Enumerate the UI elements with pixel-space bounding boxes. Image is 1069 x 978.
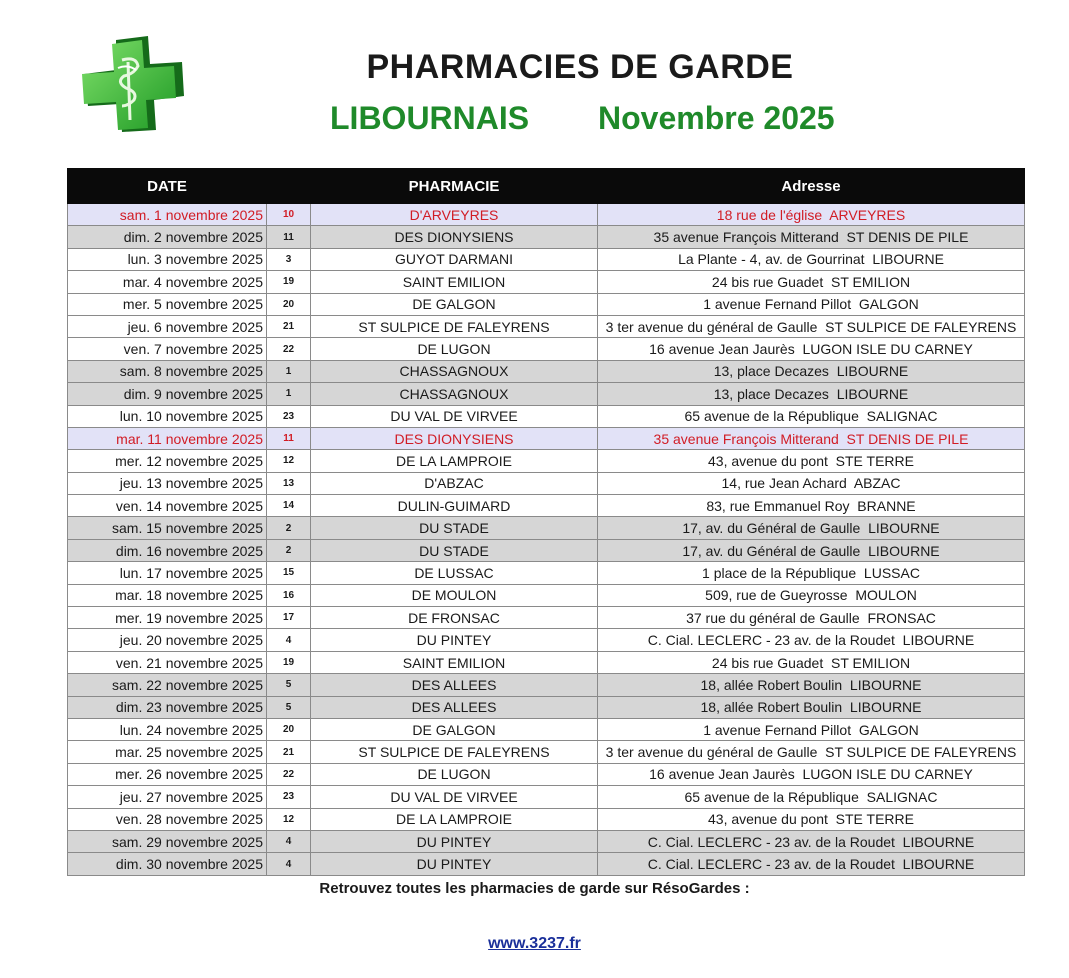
cell-date: jeu. 13 novembre 2025 bbox=[68, 472, 267, 494]
cell-number: 22 bbox=[267, 338, 311, 360]
cell-adresse: 509, rue de Gueyrosse MOULON bbox=[598, 584, 1025, 606]
table-row bbox=[68, 696, 1025, 718]
table-row bbox=[68, 763, 1025, 785]
column-header-pharmacie: PHARMACIE bbox=[311, 169, 598, 204]
table-row bbox=[68, 517, 1025, 539]
cell-number: 22 bbox=[267, 763, 311, 785]
cell-adresse: 83, rue Emmanuel Roy BRANNE bbox=[598, 495, 1025, 517]
cell-number: 13 bbox=[267, 472, 311, 494]
cell-adresse: 3 ter avenue du général de Gaulle ST SULPICE DE FALEYRENS bbox=[598, 741, 1025, 763]
cell-pharmacie: DES ALLEES bbox=[311, 696, 598, 718]
cell-pharmacie: DE FRONSAC bbox=[311, 607, 598, 629]
cell-date: ven. 7 novembre 2025 bbox=[68, 338, 267, 360]
cell-adresse: 13, place Decazes LIBOURNE bbox=[598, 383, 1025, 405]
cell-adresse: 35 avenue François Mitterand ST DENIS DE PILE bbox=[598, 427, 1025, 449]
cell-number: 11 bbox=[267, 226, 311, 248]
cell-date: mar. 25 novembre 2025 bbox=[68, 741, 267, 763]
cell-adresse: 18 rue de l'église ARVEYRES bbox=[598, 204, 1025, 226]
table-row bbox=[68, 741, 1025, 763]
table-row bbox=[68, 383, 1025, 405]
cell-adresse: C. Cial. LECLERC - 23 av. de la Roudet LIBOURNE bbox=[598, 830, 1025, 852]
cell-pharmacie: DE LUGON bbox=[311, 338, 598, 360]
cell-date: lun. 24 novembre 2025 bbox=[68, 718, 267, 740]
cell-date: dim. 30 novembre 2025 bbox=[68, 853, 267, 875]
cell-pharmacie: CHASSAGNOUX bbox=[311, 360, 598, 382]
cell-date: mer. 5 novembre 2025 bbox=[68, 293, 267, 315]
cell-date: jeu. 6 novembre 2025 bbox=[68, 315, 267, 337]
table-row bbox=[68, 607, 1025, 629]
cell-date: lun. 3 novembre 2025 bbox=[68, 248, 267, 270]
cell-number: 17 bbox=[267, 607, 311, 629]
cell-number: 15 bbox=[267, 562, 311, 584]
cell-pharmacie: DU PINTEY bbox=[311, 853, 598, 875]
cell-pharmacie: DE LA LAMPROIE bbox=[311, 808, 598, 830]
table-row bbox=[68, 226, 1025, 248]
table-row bbox=[68, 786, 1025, 808]
cell-pharmacie: DE LA LAMPROIE bbox=[311, 450, 598, 472]
table-row bbox=[68, 204, 1025, 226]
cell-pharmacie: DE LUGON bbox=[311, 763, 598, 785]
page-title: PHARMACIES DE GARDE bbox=[366, 48, 794, 86]
cell-date: ven. 14 novembre 2025 bbox=[68, 495, 267, 517]
cell-number: 5 bbox=[267, 674, 311, 696]
cell-adresse: 17, av. du Général de Gaulle LIBOURNE bbox=[598, 539, 1025, 561]
cell-number: 14 bbox=[267, 495, 311, 517]
cell-date: lun. 17 novembre 2025 bbox=[68, 562, 267, 584]
cell-pharmacie: DU STADE bbox=[311, 517, 598, 539]
cell-adresse: 65 avenue de la République SALIGNAC bbox=[598, 405, 1025, 427]
table-row bbox=[68, 830, 1025, 852]
column-header-date: DATE bbox=[68, 169, 267, 204]
cell-pharmacie: DE GALGON bbox=[311, 293, 598, 315]
table-row bbox=[68, 293, 1025, 315]
cell-pharmacie: DU VAL DE VIRVEE bbox=[311, 405, 598, 427]
cell-adresse: 18, allée Robert Boulin LIBOURNE bbox=[598, 696, 1025, 718]
cell-adresse: 16 avenue Jean Jaurès LUGON ISLE DU CARNEY bbox=[598, 338, 1025, 360]
cell-number: 4 bbox=[267, 629, 311, 651]
table-row bbox=[68, 853, 1025, 875]
cell-date: ven. 28 novembre 2025 bbox=[68, 808, 267, 830]
cell-adresse: 14, rue Jean Achard ABZAC bbox=[598, 472, 1025, 494]
cell-pharmacie: SAINT EMILION bbox=[311, 651, 598, 673]
cell-number: 23 bbox=[267, 405, 311, 427]
cell-number: 5 bbox=[267, 696, 311, 718]
cell-pharmacie: GUYOT DARMANI bbox=[311, 248, 598, 270]
column-header-adresse: Adresse bbox=[598, 169, 1025, 204]
table-row bbox=[68, 562, 1025, 584]
cell-pharmacie: ST SULPICE DE FALEYRENS bbox=[311, 315, 598, 337]
table-row bbox=[68, 674, 1025, 696]
cell-pharmacie: ST SULPICE DE FALEYRENS bbox=[311, 741, 598, 763]
cell-adresse: 24 bis rue Guadet ST EMILION bbox=[598, 271, 1025, 293]
cell-date: dim. 2 novembre 2025 bbox=[68, 226, 267, 248]
cell-number: 12 bbox=[267, 450, 311, 472]
cell-date: dim. 9 novembre 2025 bbox=[68, 383, 267, 405]
table-row bbox=[68, 472, 1025, 494]
table-row bbox=[68, 271, 1025, 293]
table-row bbox=[68, 651, 1025, 673]
cell-number: 2 bbox=[267, 539, 311, 561]
table-row bbox=[68, 808, 1025, 830]
cell-adresse: 35 avenue François Mitterand ST DENIS DE PILE bbox=[598, 226, 1025, 248]
cell-date: lun. 10 novembre 2025 bbox=[68, 405, 267, 427]
table-row bbox=[68, 248, 1025, 270]
cell-pharmacie: D'ABZAC bbox=[311, 472, 598, 494]
table-row bbox=[68, 315, 1025, 337]
cell-number: 4 bbox=[267, 853, 311, 875]
cell-adresse: 18, allée Robert Boulin LIBOURNE bbox=[598, 674, 1025, 696]
cell-date: sam. 15 novembre 2025 bbox=[68, 517, 267, 539]
table-row bbox=[68, 584, 1025, 606]
cell-number: 10 bbox=[267, 204, 311, 226]
cell-number: 12 bbox=[267, 808, 311, 830]
cell-adresse: 43, avenue du pont STE TERRE bbox=[598, 808, 1025, 830]
cell-number: 21 bbox=[267, 315, 311, 337]
cell-date: mar. 4 novembre 2025 bbox=[68, 271, 267, 293]
cell-adresse: 13, place Decazes LIBOURNE bbox=[598, 360, 1025, 382]
footer-note: Retrouvez toutes les pharmacies de garde sur RésoGardes : bbox=[319, 880, 750, 897]
cell-date: dim. 16 novembre 2025 bbox=[68, 539, 267, 561]
cell-number: 23 bbox=[267, 786, 311, 808]
column-header-num bbox=[267, 169, 311, 204]
cell-adresse: 43, avenue du pont STE TERRE bbox=[598, 450, 1025, 472]
cell-adresse: 37 rue du général de Gaulle FRONSAC bbox=[598, 607, 1025, 629]
table-row bbox=[68, 360, 1025, 382]
cell-number: 4 bbox=[267, 830, 311, 852]
cell-date: jeu. 27 novembre 2025 bbox=[68, 786, 267, 808]
cell-date: sam. 1 novembre 2025 bbox=[68, 204, 267, 226]
cell-date: sam. 8 novembre 2025 bbox=[68, 360, 267, 382]
cell-number: 21 bbox=[267, 741, 311, 763]
region-subtitle: LIBOURNAIS bbox=[330, 100, 530, 136]
cell-date: mer. 26 novembre 2025 bbox=[68, 763, 267, 785]
resogardes-link[interactable]: www.3237.fr bbox=[488, 935, 581, 952]
cell-adresse: 1 place de la République LUSSAC bbox=[598, 562, 1025, 584]
cell-number: 16 bbox=[267, 584, 311, 606]
cell-adresse: 16 avenue Jean Jaurès LUGON ISLE DU CARNEY bbox=[598, 763, 1025, 785]
cell-adresse: C. Cial. LECLERC - 23 av. de la Roudet LIBOURNE bbox=[598, 853, 1025, 875]
cell-date: sam. 22 novembre 2025 bbox=[68, 674, 267, 696]
cell-date: sam. 29 novembre 2025 bbox=[68, 830, 267, 852]
cell-pharmacie: DE LUSSAC bbox=[311, 562, 598, 584]
cell-pharmacie: DU PINTEY bbox=[311, 629, 598, 651]
cell-adresse: La Plante - 4, av. de Gourrinat LIBOURNE bbox=[598, 248, 1025, 270]
cell-adresse: 65 avenue de la République SALIGNAC bbox=[598, 786, 1025, 808]
cell-pharmacie: CHASSAGNOUX bbox=[311, 383, 598, 405]
cell-pharmacie: D'ARVEYRES bbox=[311, 204, 598, 226]
cell-number: 19 bbox=[267, 271, 311, 293]
cell-adresse: 3 ter avenue du général de Gaulle ST SULPICE DE FALEYRENS bbox=[598, 315, 1025, 337]
cell-number: 20 bbox=[267, 293, 311, 315]
cell-number: 20 bbox=[267, 718, 311, 740]
cell-pharmacie: DES DIONYSIENS bbox=[311, 226, 598, 248]
cell-number: 19 bbox=[267, 651, 311, 673]
cell-pharmacie: DU PINTEY bbox=[311, 830, 598, 852]
cell-pharmacie: DU STADE bbox=[311, 539, 598, 561]
cell-pharmacie: DES ALLEES bbox=[311, 674, 598, 696]
cell-adresse: C. Cial. LECLERC - 23 av. de la Roudet LIBOURNE bbox=[598, 629, 1025, 651]
table-row bbox=[68, 427, 1025, 449]
cell-date: jeu. 20 novembre 2025 bbox=[68, 629, 267, 651]
pharmacy-schedule-table bbox=[67, 168, 1025, 876]
cell-date: ven. 21 novembre 2025 bbox=[68, 651, 267, 673]
table-header-row bbox=[68, 169, 1025, 204]
table-row bbox=[68, 718, 1025, 740]
table-row bbox=[68, 495, 1025, 517]
pharmacy-cross-logo-icon bbox=[78, 34, 188, 134]
cell-pharmacie: DULIN-GUIMARD bbox=[311, 495, 598, 517]
table-row bbox=[68, 405, 1025, 427]
cell-pharmacie: SAINT EMILION bbox=[311, 271, 598, 293]
cell-pharmacie: DU VAL DE VIRVEE bbox=[311, 786, 598, 808]
cell-date: mer. 19 novembre 2025 bbox=[68, 607, 267, 629]
cell-adresse: 1 avenue Fernand Pillot GALGON bbox=[598, 293, 1025, 315]
table-row bbox=[68, 629, 1025, 651]
cell-pharmacie: DES DIONYSIENS bbox=[311, 427, 598, 449]
cell-adresse: 17, av. du Général de Gaulle LIBOURNE bbox=[598, 517, 1025, 539]
cell-number: 11 bbox=[267, 427, 311, 449]
cell-number: 2 bbox=[267, 517, 311, 539]
cell-date: mer. 12 novembre 2025 bbox=[68, 450, 267, 472]
cell-number: 3 bbox=[267, 248, 311, 270]
cell-number: 1 bbox=[267, 360, 311, 382]
table-row bbox=[68, 338, 1025, 360]
table-row bbox=[68, 539, 1025, 561]
table-row bbox=[68, 450, 1025, 472]
cell-date: mar. 11 novembre 2025 bbox=[68, 427, 267, 449]
cell-pharmacie: DE GALGON bbox=[311, 718, 598, 740]
cell-date: dim. 23 novembre 2025 bbox=[68, 696, 267, 718]
cell-pharmacie: DE MOULON bbox=[311, 584, 598, 606]
cell-number: 1 bbox=[267, 383, 311, 405]
cell-adresse: 1 avenue Fernand Pillot GALGON bbox=[598, 718, 1025, 740]
month-subtitle: Novembre 2025 bbox=[598, 100, 835, 136]
cell-adresse: 24 bis rue Guadet ST EMILION bbox=[598, 651, 1025, 673]
cell-date: mar. 18 novembre 2025 bbox=[68, 584, 267, 606]
